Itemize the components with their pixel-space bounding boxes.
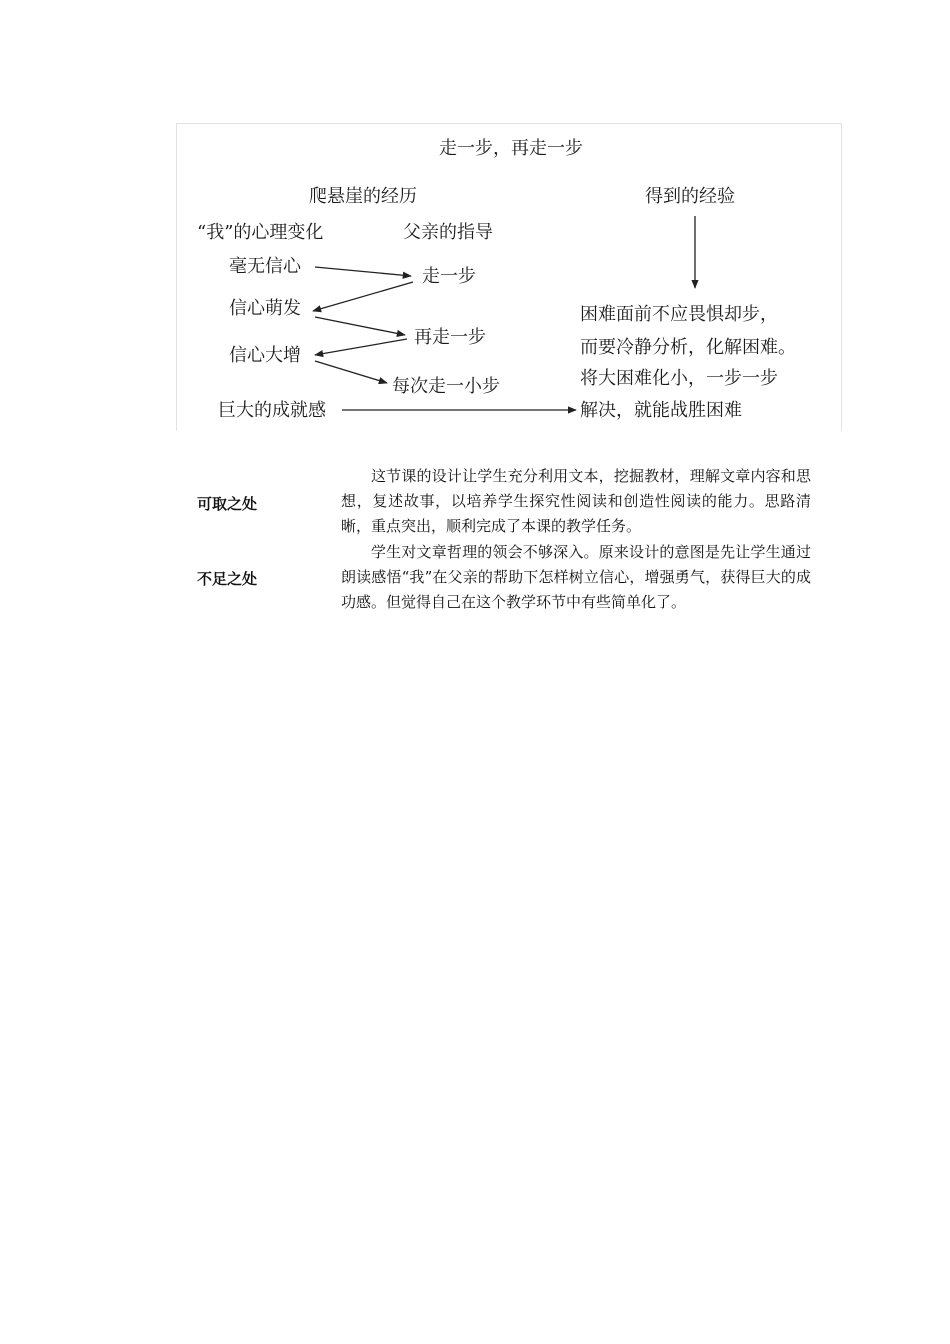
weak-points-label: 不足之处 [197,570,258,588]
column-me-heading: “我”的心理变化 [197,222,324,243]
me-state-2: 信心萌发 [229,298,301,319]
left-heading: 爬悬崖的经历 [309,186,417,207]
father-step-1: 走一步 [422,266,476,287]
good-points-text: 这节课的设计让学生充分利用文本，挖掘教材，理解文章内容和思想，复述故事，以培养学生探究性阅读和创造性阅读的能力。思路清晰，重点突出，顺利完成了本课的教学任务。 [341,467,811,535]
arrow-growing-to-small-steps [315,361,387,383]
arrow-step-again-to-growing [315,339,407,355]
me-state-3: 信心大增 [229,345,301,366]
father-step-2: 再走一步 [414,327,486,348]
arrow-no-confidence-to-step [315,267,411,276]
diagram-title: 走一步，再走一步 [439,138,583,159]
arrow-budding-to-step-again [315,317,405,335]
weak-points-text: 学生对文章哲理的领会不够深入。原来设计的意图是先让学生通过朗读感悟“我”在父亲的帮助下怎样树立信心，增强勇气，获得巨大的成功感。但觉得自己在这个教学环节中有些简单化了。 [341,543,811,611]
me-state-1: 毫无信心 [229,256,301,277]
good-points-label: 可取之处 [197,495,258,513]
lesson-line-1: 困难面前不应畏惧却步， [580,304,778,325]
right-heading: 得到的经验 [645,186,735,207]
arrow-step-to-budding [313,282,413,311]
lesson-line-3: 将大困难化小，一步一步 [580,368,778,389]
lesson-line-2: 而要冷静分析，化解困难。 [580,337,796,358]
result-achievement: 巨大的成就感 [218,400,326,421]
lesson-line-4: 解决，就能战胜困难 [580,400,742,421]
column-father-heading: 父亲的指导 [403,222,493,243]
board-diagram [176,123,842,431]
father-step-3: 每次走一小步 [392,376,500,397]
